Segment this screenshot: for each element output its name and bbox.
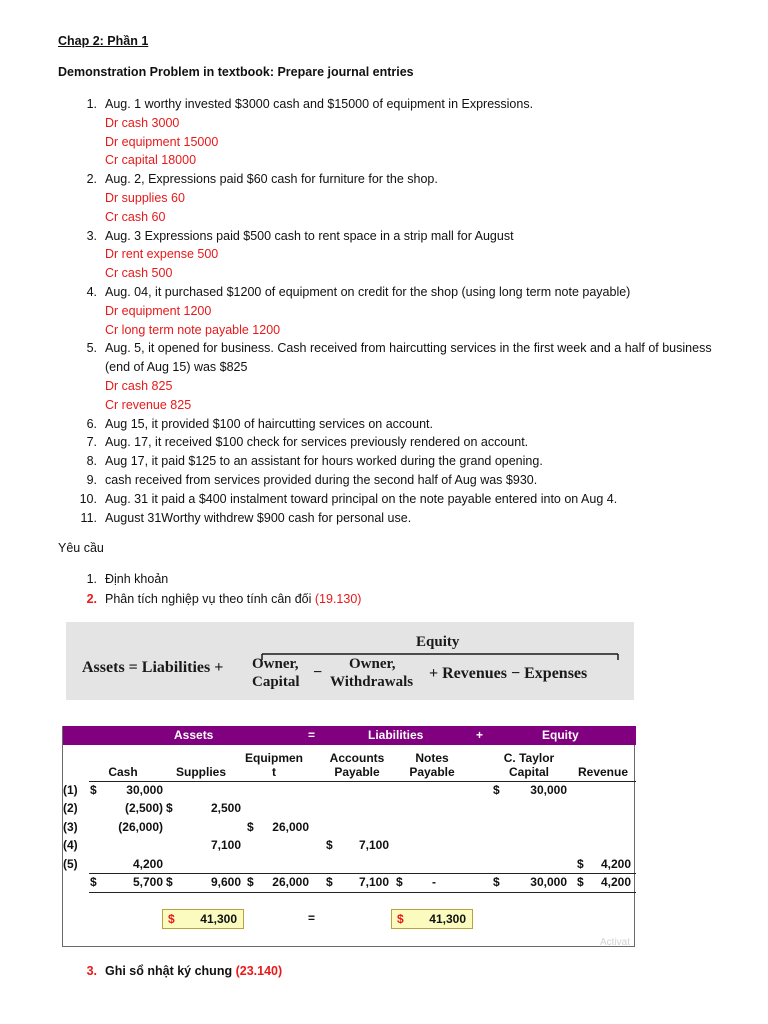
table-cell-cash: (2,500) (124, 801, 163, 816)
total-cell-equip: 26,000 (272, 875, 309, 889)
column-header-revenue: Revenue (577, 765, 629, 779)
total-cell-cash-dollar: $ (90, 875, 97, 889)
total-liabilities-equity-value: 41,300 (429, 912, 466, 926)
totals-bottom-rule (89, 892, 636, 893)
problem-number: 7. (86, 435, 97, 450)
column-header-ap-line1: Accounts (329, 751, 385, 765)
problem-item (78, 339, 738, 414)
table-cell-ap: 7,100 (358, 838, 389, 853)
problem-number: 11. (80, 510, 97, 525)
problem-number: 9. (86, 472, 97, 487)
problem-item (78, 227, 738, 283)
problem-number: 5. (86, 341, 97, 356)
journal-entry: Cr cash 60 (105, 209, 166, 224)
problem-item (78, 283, 738, 339)
requirement-number: 2. (86, 591, 97, 606)
requirement-number: 3. (86, 964, 97, 978)
problem-number: 10. (79, 491, 97, 506)
requirement-text: Định khoản (105, 572, 169, 586)
column-header-accounts-payable (319, 751, 395, 779)
journal-problem-list (78, 95, 738, 527)
column-header-cash: Cash (108, 765, 138, 779)
problem-item (78, 471, 738, 490)
page-reference: (23.140) (235, 964, 283, 978)
requirement-text: Ghi sổ nhật ký chung (105, 964, 236, 978)
table-cell-ap-dollar: $ (326, 838, 333, 853)
table-cell-rev: 4,200 (600, 856, 631, 871)
problem-item (78, 95, 738, 170)
total-cell-np: - (432, 875, 436, 889)
column-header-notes-payable (401, 751, 463, 779)
problem-number: 1. (86, 97, 97, 111)
table-header-bar (63, 726, 636, 745)
total-cell-cash: 5,700 (132, 875, 163, 889)
total-cell-rev-dollar: $ (577, 875, 584, 889)
requirements-list (78, 570, 678, 609)
owner-capital-line2: Capital (252, 674, 300, 690)
problem-text: August 31Worthy withdrew $900 cash for personal use. (105, 510, 412, 525)
accounting-equation-graphic (66, 622, 634, 700)
problem-item (78, 415, 738, 434)
chapter-title: Chap 2: Phần 1 (58, 34, 149, 48)
table-cell-cap-dollar: $ (493, 783, 500, 797)
problem-text: cash received from services provided during the second half of Aug was $930. (105, 472, 538, 487)
journal-entry: Cr long term note payable 1200 (105, 322, 281, 337)
total-assets-box (162, 909, 244, 929)
journal-entry: Cr capital 18000 (105, 153, 197, 168)
problem-text: Aug 17, it paid $125 to an assistant for hours worked during the grand opening. (105, 454, 543, 469)
column-header-capital-line1: C. Taylor (503, 751, 555, 765)
table-cell-equip: 26,000 (272, 819, 309, 834)
requirement-number: 1. (86, 572, 97, 586)
demonstration-title: Demonstration Problem in textbook: Prepare journal entries (58, 65, 414, 79)
table-cell-rev-dollar: $ (577, 856, 584, 871)
journal-entry: Dr supplies 60 (105, 190, 185, 205)
header-assets: Assets (174, 728, 214, 742)
journal-entry: Dr equipment 15000 (105, 134, 219, 149)
journal-entry: Dr equipment 1200 (105, 303, 212, 318)
problem-item (78, 433, 738, 452)
problem-text: Aug. 04, it purchased $1200 of equipment on credit for the shop (using long term note payable) (105, 284, 631, 299)
revenues-expenses-text: + Revenues − Expenses (429, 665, 588, 682)
transaction-analysis-table (62, 726, 635, 947)
table-cell-equip-dollar: $ (247, 819, 254, 834)
minus-sign: − (313, 664, 323, 681)
total-assets-value: 41,300 (200, 912, 237, 926)
column-header-np-line1: Notes (415, 751, 449, 765)
assets-liabilities-text: Assets = Liabilities + (82, 659, 224, 676)
total-cell-supplies: 9,600 (210, 875, 241, 889)
total-cell-rev: 4,200 (600, 875, 631, 889)
column-header-equipment (239, 751, 309, 779)
header-plus: + (476, 728, 484, 742)
requirements-title: Yêu cầu (58, 541, 104, 555)
table-cell-cash: 30,000 (126, 783, 163, 797)
owner-capital-line1: Owner, (252, 656, 299, 672)
problem-text: Aug 15, it provided $100 of haircutting services on account. (105, 416, 433, 431)
table-cell-label: (4) (63, 838, 78, 853)
problem-number: 6. (86, 416, 97, 431)
column-header-equipment-line1: Equipmen (244, 751, 303, 765)
total-assets-dollar: $ (168, 912, 175, 926)
table-cell-supplies-dollar: $ (166, 801, 173, 816)
column-header-np-line2: Payable (409, 765, 455, 779)
requirement-text: Phân tích nghiệp vụ theo tính cân đối (105, 591, 315, 606)
problem-text: Aug. 5, it opened for business. Cash received from haircutting services in the first week and a half of business (end of Aug 15) was $825 (105, 341, 712, 375)
problem-number: 8. (86, 454, 97, 469)
journal-entry: Dr cash 3000 (105, 115, 180, 130)
journal-entry: Cr cash 500 (105, 266, 173, 281)
requirement-item (78, 570, 678, 590)
header-equity: Equity (542, 728, 579, 742)
table-cell-label: (2) (63, 801, 78, 816)
problem-text: Aug. 31 it paid a $400 instalment toward principal on the note payable entered into on Aug 4. (105, 491, 618, 506)
page-reference: (19.130) (314, 591, 362, 606)
accounting-equation-image (66, 622, 634, 700)
journal-entry: Cr revenue 825 (105, 397, 192, 412)
problem-item (78, 509, 738, 528)
table-cell-label: (1) (63, 783, 78, 797)
totals-equals-sign: = (308, 911, 316, 925)
requirement-item (78, 590, 678, 610)
equity-label: Equity (416, 634, 460, 650)
column-header-equipment-line2: t (272, 765, 276, 779)
totals-top-rule (89, 873, 636, 874)
column-header-supplies: Supplies (175, 765, 226, 779)
table-cell-cap: 30,000 (530, 783, 567, 797)
total-cell-ap-dollar: $ (326, 875, 333, 889)
total-cell-supplies-dollar: $ (166, 875, 173, 889)
problem-number: 4. (86, 284, 97, 299)
header-liabilities: Liabilities (368, 728, 424, 742)
problem-text: Aug. 2, Expressions paid $60 cash for furniture for the shop. (105, 172, 438, 187)
table-cell-cash: (26,000) (118, 819, 163, 834)
header-underline (89, 781, 636, 782)
requirement-item (78, 962, 282, 981)
header-equals: = (308, 728, 316, 742)
total-cell-cap: 30,000 (530, 875, 567, 889)
column-header-capital (493, 751, 565, 779)
table-cell-supplies: 7,100 (210, 838, 241, 853)
total-liabilities-equity-dollar: $ (397, 912, 404, 926)
table-cell-label: (3) (63, 819, 78, 834)
total-cell-equip-dollar: $ (247, 875, 254, 889)
table-cell-cash-dollar: $ (90, 783, 97, 797)
problem-item (78, 490, 738, 509)
owner-withdrawals-line2: Withdrawals (330, 674, 414, 690)
table-cell-label: (5) (63, 856, 78, 871)
total-cell-np-dollar: $ (396, 875, 403, 889)
problem-item (78, 452, 738, 471)
table-cell-cash: 4,200 (132, 856, 163, 871)
problem-number: 2. (86, 172, 97, 187)
column-header-capital-line2: Capital (508, 765, 549, 779)
problem-number: 3. (86, 228, 97, 243)
owner-withdrawals-line1: Owner, (349, 656, 396, 672)
column-header-ap-line2: Payable (334, 765, 380, 779)
total-cell-cap-dollar: $ (493, 875, 500, 889)
total-liabilities-equity-box (391, 909, 473, 929)
table-cell-supplies: 2,500 (210, 801, 241, 816)
journal-entry: Dr cash 825 (105, 378, 173, 393)
journal-entry: Dr rent expense 500 (105, 247, 219, 262)
problem-text: Aug. 1 worthy invested $3000 cash and $15000 of equipment in Expressions. (105, 97, 534, 111)
total-cell-ap: 7,100 (358, 875, 389, 889)
watermark-text: Activat (600, 937, 631, 948)
problem-text: Aug. 3 Expressions paid $500 cash to rent space in a strip mall for August (105, 228, 514, 243)
problem-text: Aug. 17, it received $100 check for services previously rendered on account. (105, 435, 529, 450)
problem-item (78, 170, 738, 226)
